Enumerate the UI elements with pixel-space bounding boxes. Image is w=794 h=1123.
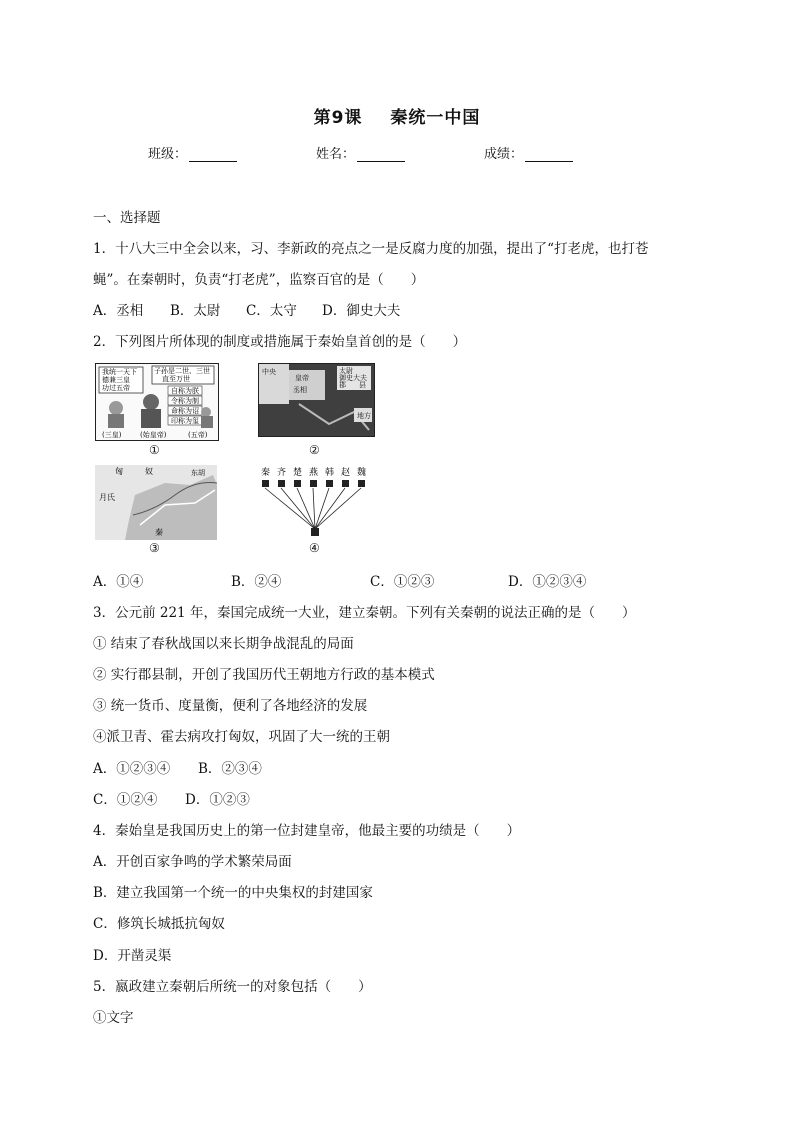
q1-option-c[interactable]: C．太守 [246, 303, 297, 319]
q3-item-1: ① 结束了春秋战国以来长期争战混乱的局面 [93, 636, 354, 652]
q3-stem: 3．公元前 221 年，秦国完成统一大业，建立秦朝。下列有关秦朝的说法正确的是（ ） [93, 605, 636, 621]
q3-option-b[interactable]: B．②③④ [198, 761, 262, 777]
q1-stem-line2: 蝇”。在秦朝时，负责“打老虎”，监察百官的是（ ） [93, 272, 425, 288]
fig4-state-0: 秦 [261, 468, 271, 478]
q1-stem-line1: 1．十八大三中全会以来，习、李新政的亮点之一是反腐力度的加强，提出了“打老虎，也打苍 [93, 241, 649, 257]
figure-emperor-titles [95, 363, 219, 441]
fig4-state-3: 燕 [309, 468, 319, 478]
fig1-text-10: (始皇帝) [140, 431, 167, 439]
figure-unified-script-drawing [258, 465, 373, 540]
figure-emperor-titles-drawing [96, 364, 218, 440]
section-heading: 一、选择题 [93, 210, 161, 226]
q3-option-d[interactable]: D．①②③ [185, 792, 250, 808]
fig2-text-7: 县 [359, 381, 366, 389]
q2-stem: 2．下列图片所体现的制度或措施属于秦始皇首创的是（ ） [93, 334, 467, 350]
fig4-state-2: 楚 [293, 468, 303, 478]
fig2-text-2: 皇帝 [295, 374, 309, 382]
figure-map-drawing [95, 465, 217, 540]
q3-item-4: ④派卫青、霍去病攻打匈奴，巩固了大一统的王朝 [93, 729, 390, 745]
lesson-title: 秦统一中国 [390, 108, 481, 128]
q5-stem: 5．嬴政建立秦朝后所统一的对象包括（ ） [93, 979, 372, 995]
score-blank[interactable] [525, 148, 573, 162]
q4-option-a[interactable]: A．开创百家争鸣的学术繁荣局面 [93, 854, 292, 870]
q4-option-d[interactable]: D．开凿灵渠 [93, 948, 172, 964]
fig2-text-3: 丞相 [293, 386, 307, 394]
fig3-text-1: 奴 [145, 467, 153, 476]
fig2-text-4: 太尉 [339, 367, 353, 375]
q3-option-c[interactable]: C．①②④ [93, 792, 158, 808]
q1-option-b[interactable]: B．太尉 [170, 303, 221, 319]
fig1-text-0: 我统一天下 [102, 368, 137, 376]
q4-stem: 4．秦始皇是我国历史上的第一位封建皇帝，他最主要的功绩是（ ） [93, 823, 521, 839]
fig1-text-7: 命称为诏 [171, 407, 199, 415]
q4-option-c[interactable]: C．修筑长城抵抗匈奴 [93, 916, 225, 932]
score-field[interactable] [484, 143, 573, 162]
q4-option-b[interactable]: B．建立我国第一个统一的中央集权的封建国家 [93, 885, 373, 901]
figure-central-local-drawing [259, 364, 374, 436]
q3-item-2: ② 实行郡县制，开创了我国历代王朝地方行政的基本模式 [93, 667, 435, 683]
q2-option-c[interactable]: C．①②③ [370, 574, 435, 590]
fig3-text-2: 东胡 [191, 469, 205, 477]
fig3-text-4: 秦 [155, 528, 163, 537]
figure-unified-script [258, 465, 373, 540]
q3-option-a[interactable]: A．①②③④ [93, 761, 171, 777]
q3-item-3: ③ 统一货币、度量衡，便利了各地经济的发展 [93, 698, 368, 714]
fig1-text-4: 直至万世 [162, 375, 190, 383]
score-label: 成绩： [484, 147, 524, 162]
fig1-text-11: (五帝) [188, 431, 208, 439]
figure-central-local-system [258, 363, 375, 437]
q2-option-d[interactable]: D．①②③④ [508, 574, 587, 590]
fig1-text-3: 子孙是二世、三世 [154, 367, 210, 375]
fig4-state-4: 韩 [325, 468, 335, 478]
figure-4-label: ④ [309, 541, 320, 555]
figure-3-label: ③ [149, 541, 160, 555]
figure-2-label: ② [309, 443, 320, 457]
fig2-text-6: 郡 [339, 381, 346, 389]
fig3-text-0: 匈 [115, 467, 123, 476]
fig3-text-3: 月氏 [99, 493, 115, 502]
q1-option-a[interactable]: A．丞相 [93, 303, 144, 319]
q2-option-b[interactable]: B．②④ [231, 574, 282, 590]
fig4-state-5: 赵 [341, 468, 351, 478]
name-blank[interactable] [357, 148, 405, 162]
fig2-text-1: 地方 [357, 412, 371, 420]
fig2-text-0: 中央 [262, 368, 276, 376]
fig4-state-1: 齐 [277, 468, 287, 478]
fig1-text-8: 印称为玺 [171, 417, 199, 425]
fig1-text-5: 自称为朕 [171, 387, 199, 395]
figure-map [95, 465, 217, 540]
class-blank[interactable] [189, 148, 237, 162]
fig4-state-6: 魏 [357, 468, 367, 478]
fig2-text-5: 御史大夫 [339, 374, 367, 382]
fig1-text-9: (三皇) [102, 431, 122, 439]
fig1-text-6: 令称为制 [171, 397, 199, 405]
class-label: 班级： [148, 147, 188, 162]
q2-option-a[interactable]: A．①④ [93, 574, 144, 590]
lesson-number: 第9课 [313, 108, 363, 128]
fig1-text-2: 功过五帝 [102, 384, 130, 392]
q5-item-1: ①文字 [93, 1010, 134, 1026]
fig1-text-1: 德兼三皇 [102, 376, 130, 384]
page-title [0, 103, 794, 128]
name-field[interactable] [316, 143, 405, 162]
q1-option-d[interactable]: D．御史大夫 [322, 303, 401, 319]
figure-1-label: ① [149, 443, 160, 457]
class-field[interactable] [148, 143, 237, 162]
name-label: 姓名： [316, 147, 356, 162]
